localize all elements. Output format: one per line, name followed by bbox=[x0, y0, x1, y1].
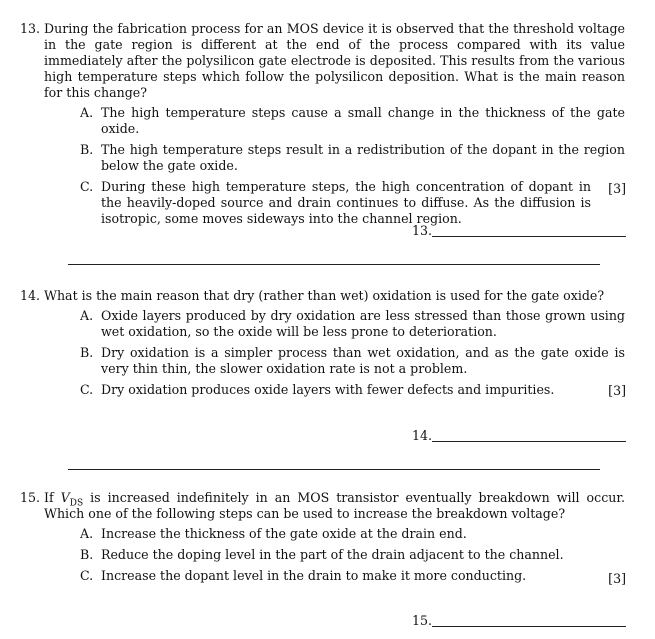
answer-field-15[interactable] bbox=[412, 613, 626, 629]
option-list bbox=[0, 105, 655, 227]
marks-label: [3] bbox=[608, 383, 626, 398]
option-text: Increase the dopant level in the drain to make it more conducting. bbox=[101, 568, 527, 583]
option-text: The high temperature steps result in a redistribution of the dopant in the region below the gate oxide. bbox=[101, 142, 625, 173]
option-letter: A. bbox=[80, 526, 94, 541]
option-letter: C. bbox=[80, 568, 94, 583]
option-text: Oxide layers produced by dry oxidation are less stressed than those grown using wet oxidation, so the oxide will be less prone to deterioration. bbox=[101, 308, 625, 339]
option-c bbox=[80, 568, 591, 584]
question-number: 14. bbox=[20, 288, 41, 303]
answer-field-13[interactable] bbox=[412, 223, 626, 239]
answer-label: 14. bbox=[412, 428, 433, 443]
question-14 bbox=[0, 288, 655, 403]
question-number: 13. bbox=[20, 21, 41, 36]
question-15 bbox=[0, 490, 655, 589]
option-b bbox=[80, 142, 625, 174]
option-b bbox=[80, 547, 625, 563]
answer-line[interactable] bbox=[432, 236, 626, 237]
option-text: Dry oxidation produces oxide layers with fewer defects and impurities. bbox=[101, 382, 555, 397]
variable-v: V bbox=[60, 490, 70, 505]
answer-line[interactable] bbox=[432, 626, 626, 627]
option-text: Dry oxidation is a simpler process than wet oxidation, and as the gate oxide is very thin thin, the slower oxidation rate is not a problem. bbox=[101, 345, 625, 376]
option-letter: C. bbox=[80, 382, 94, 397]
question-text-before: If bbox=[44, 490, 61, 505]
question-13 bbox=[0, 21, 655, 232]
option-c bbox=[80, 382, 591, 398]
option-c bbox=[80, 179, 591, 227]
option-list bbox=[0, 308, 655, 398]
answer-line[interactable] bbox=[432, 441, 626, 442]
answer-label: 15. bbox=[412, 613, 433, 628]
option-a bbox=[80, 308, 625, 340]
separator-line bbox=[68, 469, 600, 470]
option-text: Increase the thickness of the gate oxide at the drain end. bbox=[101, 526, 467, 541]
option-letter: B. bbox=[80, 142, 94, 157]
variable-subscript: DS bbox=[69, 498, 84, 509]
option-letter: B. bbox=[80, 547, 94, 562]
option-b bbox=[80, 345, 625, 377]
marks-label: [3] bbox=[608, 571, 626, 586]
separator-line bbox=[68, 264, 600, 265]
answer-field-14[interactable] bbox=[412, 428, 626, 444]
option-letter: C. bbox=[80, 179, 94, 194]
option-text: Reduce the doping level in the part of the drain adjacent to the channel. bbox=[101, 547, 564, 562]
question-text: What is the main reason that dry (rather than wet) oxidation is used for the gate oxide? bbox=[44, 288, 605, 303]
option-list bbox=[0, 526, 655, 584]
option-text: The high temperature steps cause a small change in the thickness of the gate oxide. bbox=[101, 105, 625, 136]
option-letter: B. bbox=[80, 345, 94, 360]
option-a bbox=[80, 105, 625, 137]
answer-label: 13. bbox=[412, 223, 433, 238]
option-letter: A. bbox=[80, 105, 94, 120]
question-number: 15. bbox=[20, 490, 41, 505]
option-a bbox=[80, 526, 625, 542]
option-text: During these high temperature steps, the high concentration of dopant in the heavily-doped source and drain continues to diffuse. As the diffusion is isotropic, some moves sideways into the channel region. bbox=[101, 179, 591, 226]
option-letter: A. bbox=[80, 308, 94, 323]
question-text: During the fabrication process for an MOS device it is observed that the threshold voltage in the gate region is different at the end of the process compared with its value immediately after the polysilicon gate electrode is deposited. This results from the various high temperature steps which follow the polysilicon deposition. What is the main reason for this change? bbox=[44, 21, 625, 100]
marks-label: [3] bbox=[608, 181, 626, 196]
question-text-after: is increased indefinitely in an MOS transistor eventually breakdown will occur. Which one of the following steps can be used to increase the breakdown voltage? bbox=[44, 490, 625, 521]
